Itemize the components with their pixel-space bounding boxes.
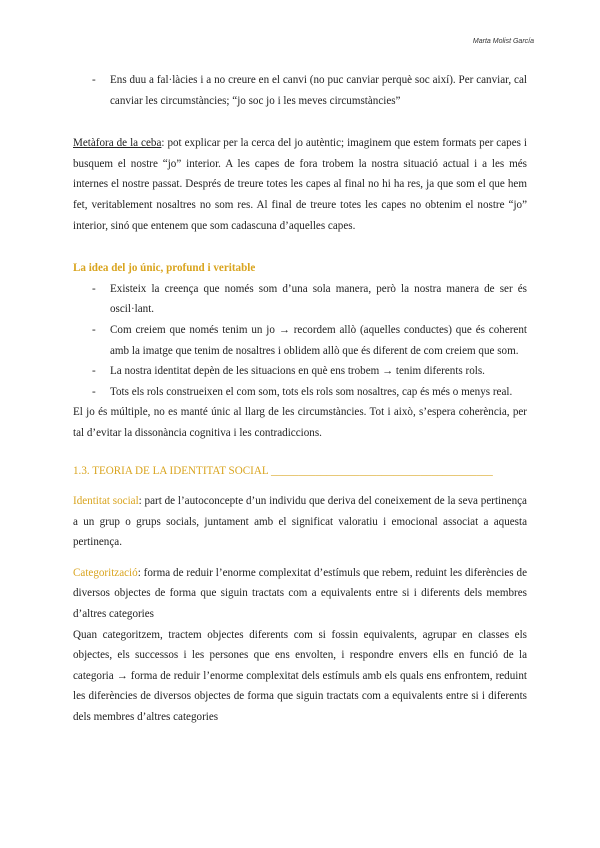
list-item: - Ens duu a fal·làcies i a no creure en el canvi (no puc canviar perquè soc així). Per canviar, cal canviar les circumstàncies; “jo soc jo i les meves circumstàncies”: [73, 70, 527, 111]
list-item: - La nostra identitat depèn de les situacions en què ens trobem → tenim diferents rols.: [73, 361, 527, 382]
list-item: - Tots els rols construeixen el com som, tots els rols som nosaltres, cap és més o menys real.: [73, 382, 527, 403]
identitat-social-text: : part de l’autoconcepte d’un individu que deriva del coneixement de la seva pertinença a un grup o grups socials, juntament amb el significat valoratiu i emocional associat a aquesta pertinença.: [73, 495, 527, 549]
categoritzacio-term: Categorització: [73, 566, 138, 579]
list-item: - Com creiem que només tenim un jo → recordem allò (aquelles conductes) que és coherent amb la imatge que tenim de nosaltres i oblidem allò que és diferent de com creiem que som.: [73, 320, 527, 361]
jo-unic-heading: La idea del jo únic, profund i veritable: [73, 262, 256, 275]
categoritzacio-text: : forma de reduir l’enorme complexitat d’estímuls que rebem, reduint les diferències de diversos objectes de forma que siguin tractats com a equivalents entre si i diferents dels membres d’altres categories: [73, 566, 527, 621]
list-item: - Existeix la creença que només som d’una sola manera, però la nostra manera de ser és oscil·lant.: [73, 279, 527, 320]
jo-unic-bullet-list: [73, 279, 527, 403]
intro-bullet-list: [73, 70, 527, 111]
categoritzacio-paragraph: [73, 563, 527, 625]
header-author: Marta Molist García: [472, 38, 534, 45]
jo-unic-conclusion: El jo és múltiple, no es manté únic al llarg de les circumstàncies. Tot i això, s’espera coherència, per tal d’evitar la dissonància cognitiva i les contradiccions.: [73, 406, 527, 439]
metafora-paragraph: [73, 133, 527, 236]
metafora-text: : pot explicar per la cerca del jo autèntic; imaginem que estem formats per capes i busquem el nostre “jo” interior. A les capes de fora trobem la nostra situació actual i a les més internes el nostre passat. Després de treure totes les capes al final no hi ha res, ja que som el que hem fet, veritablement nosaltres no som res. Al final de treure totes les capes no obtenim el nostre “jo” interior, sinó que entenem que som cadascuna d’aquelles capes.: [73, 137, 527, 232]
section-heading: 1.3. TEORIA DE LA IDENTITAT SOCIAL ________________________________________: [73, 464, 493, 477]
metafora-term: Metàfora de la ceba: [73, 137, 162, 150]
categoritzacio-extra: Quan categoritzem, tractem objectes diferents com si fossin equivalents, agrupar en classes els objectes, els successos i les persones que ens envolten, i respondre envers ells en funció de la categoria → forma de reduir l’enorme complexitat dels estímuls amb els quals ens enfrontem, reduint les diferències de diversos objectes de forma que siguin tractats com a equivalents entre si i diferents dels membres d’altres categories: [73, 628, 527, 724]
identitat-social-term: Identitat social: [73, 495, 139, 508]
identitat-social-paragraph: [73, 491, 527, 553]
document-body: [73, 70, 527, 728]
